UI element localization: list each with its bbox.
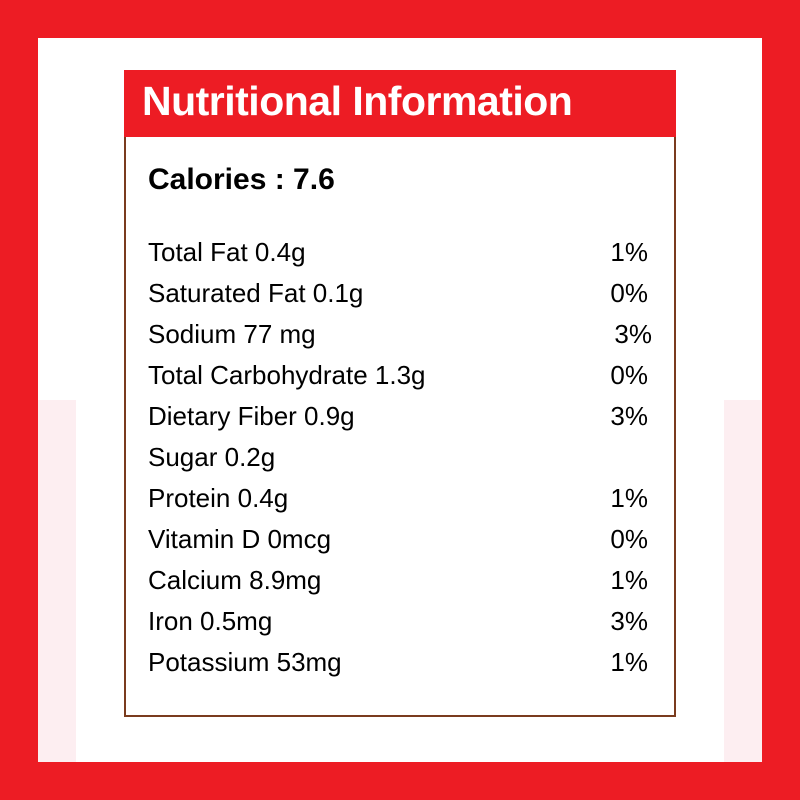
- decorative-pink-block-right: [724, 400, 762, 762]
- label-body: [124, 137, 676, 717]
- nutrient-name: Total Carbohydrate 1.3g: [148, 359, 426, 390]
- nutrient-name: Calcium 8.9mg: [148, 564, 322, 595]
- table-row: [148, 436, 652, 477]
- nutrient-name: Protein 0.4g: [148, 482, 289, 513]
- nutrient-name: Saturated Fat 0.1g: [148, 277, 364, 308]
- nutrient-percent: 0%: [610, 277, 648, 308]
- nutrient-name: Vitamin D 0mcg: [148, 523, 332, 554]
- label-title-bar: [124, 70, 676, 137]
- table-row: [148, 600, 652, 641]
- table-row: [148, 641, 652, 682]
- nutrient-percent: 3%: [610, 605, 648, 636]
- table-row: [148, 477, 652, 518]
- nutrient-name: Sodium 77 mg: [148, 318, 316, 349]
- nutrient-percent: 1%: [610, 482, 648, 513]
- nutrient-name: Potassium 53mg: [148, 646, 342, 677]
- nutrient-percent: 1%: [610, 646, 648, 677]
- nutrient-name: Total Fat 0.4g: [148, 236, 306, 267]
- nutrition-facts-label: [124, 70, 676, 717]
- table-row: [148, 231, 652, 272]
- nutrient-percent: 1%: [610, 564, 648, 595]
- table-row: [148, 518, 652, 559]
- nutrient-rows: [148, 231, 652, 682]
- table-row: [148, 559, 652, 600]
- nutrient-percent: 3%: [610, 400, 648, 431]
- nutrient-percent: 3%: [614, 318, 652, 349]
- nutrient-percent: 0%: [610, 359, 648, 390]
- page-title: Nutritional Information: [142, 78, 573, 124]
- nutrient-percent: 1%: [610, 236, 648, 267]
- nutrient-percent: 0%: [610, 523, 648, 554]
- calories-line: Calories : 7.6: [148, 163, 335, 197]
- nutrient-name: Dietary Fiber 0.9g: [148, 400, 355, 431]
- table-row: [148, 354, 652, 395]
- nutrient-name: Sugar 0.2g: [148, 441, 276, 472]
- table-row: [148, 395, 652, 436]
- table-row: [148, 313, 652, 354]
- nutrient-name: Iron 0.5mg: [148, 605, 273, 636]
- decorative-pink-block-left: [38, 400, 76, 762]
- table-row: [148, 272, 652, 313]
